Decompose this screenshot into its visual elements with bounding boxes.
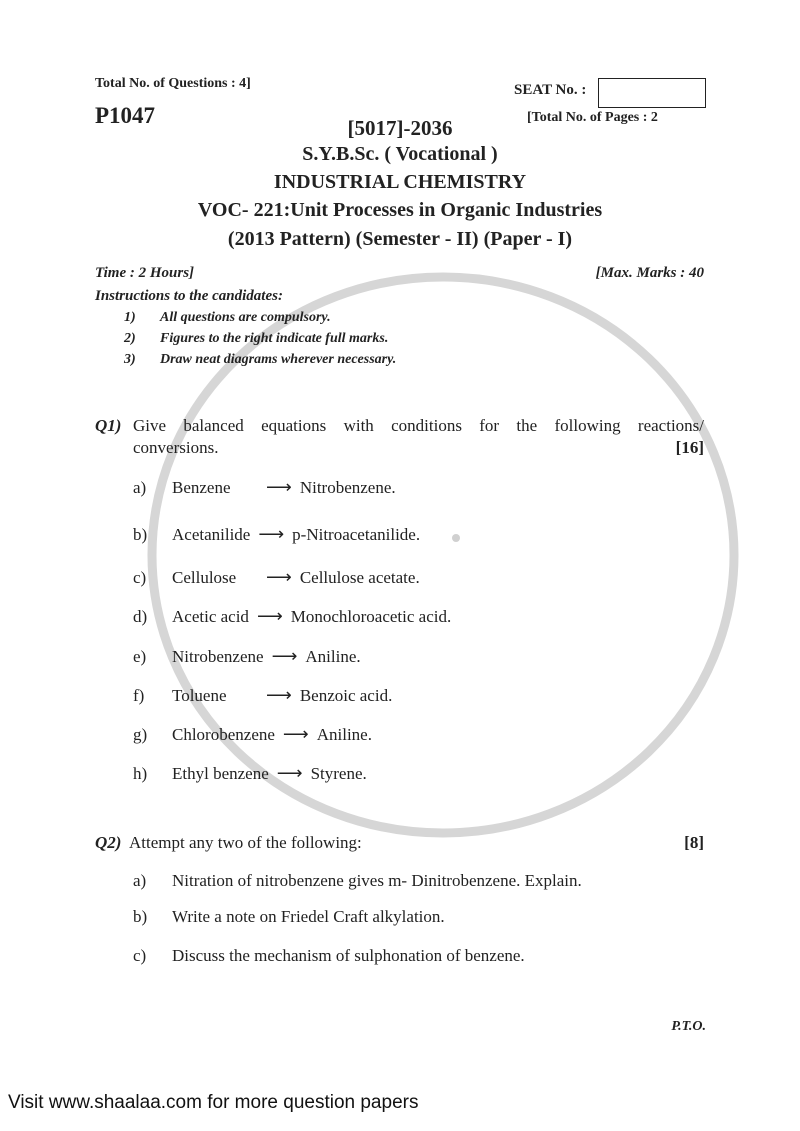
item-label: d) bbox=[133, 607, 148, 626]
footer-link[interactable]: Visit www.shaalaa.com for more question papers bbox=[8, 1092, 419, 1113]
arrow-icon: ⟶ bbox=[266, 685, 292, 705]
total-pages: [Total No. of Pages : 2 bbox=[527, 110, 658, 125]
instruction-num: 1) bbox=[124, 310, 136, 325]
product: p-Nitroacetanilide. bbox=[292, 525, 421, 544]
question-marks: [16] bbox=[675, 438, 704, 457]
arrow-icon: ⟶ bbox=[276, 763, 303, 783]
question-number: Q2) bbox=[95, 833, 122, 852]
item-label: b) bbox=[133, 525, 148, 544]
reactant: Chlorobenzene bbox=[172, 725, 275, 744]
question-text: Give balanced equations with conditions for the following reactions/ bbox=[133, 416, 704, 435]
total-questions: Total No. of Questions : 4] bbox=[95, 76, 251, 91]
reactant: Acetic acid bbox=[172, 607, 249, 626]
product: Nitrobenzene. bbox=[299, 478, 396, 497]
seat-number-box[interactable] bbox=[598, 78, 706, 108]
conversion-item bbox=[133, 567, 420, 588]
instruction-num: 3) bbox=[124, 352, 136, 367]
item-label: b) bbox=[133, 907, 148, 926]
reactant: Nitrobenzene bbox=[172, 647, 264, 666]
reactant: Cellulose bbox=[172, 568, 237, 587]
paper-code: P1047 bbox=[95, 103, 156, 128]
reactant: Toluene bbox=[172, 686, 227, 705]
product: Monochloroacetic acid. bbox=[290, 607, 452, 626]
arrow-icon: ⟶ bbox=[256, 606, 283, 626]
question-text-cont: conversions. bbox=[133, 438, 219, 457]
item-text: Nitration of nitrobenzene gives m- Dinitrobenzene. Explain. bbox=[172, 871, 582, 890]
conversion-item bbox=[133, 477, 396, 498]
item-label: c) bbox=[133, 946, 147, 965]
instruction-text: Figures to the right indicate full marks. bbox=[160, 331, 389, 346]
item-label: e) bbox=[133, 647, 147, 666]
conversion-item bbox=[133, 763, 367, 784]
watermark-dot bbox=[452, 534, 460, 542]
item-text: Discuss the mechanism of sulphonation of benzene. bbox=[172, 946, 525, 965]
question-number: Q1) bbox=[95, 416, 122, 435]
arrow-icon: ⟶ bbox=[266, 477, 292, 497]
max-marks: [Max. Marks : 40 bbox=[595, 265, 704, 281]
product: Aniline. bbox=[316, 725, 372, 744]
subject: INDUSTRIAL CHEMISTRY bbox=[273, 171, 527, 193]
arrow-icon: ⟶ bbox=[258, 524, 285, 544]
conversion-item bbox=[133, 724, 372, 745]
paper-title: VOC- 221:Unit Processes in Organic Industries bbox=[197, 199, 603, 221]
product: Aniline. bbox=[305, 647, 361, 666]
instruction-text: All questions are compulsory. bbox=[160, 310, 331, 325]
course: S.Y.B.Sc. ( Vocational ) bbox=[302, 143, 498, 165]
seat-label: SEAT No. : bbox=[514, 82, 587, 98]
reactant: Benzene bbox=[172, 478, 231, 497]
exam-code: [5017]-2036 bbox=[347, 116, 453, 140]
product: Benzoic acid. bbox=[299, 686, 393, 705]
item-label: a) bbox=[133, 478, 147, 497]
item-label: a) bbox=[133, 871, 147, 890]
item-label: h) bbox=[133, 764, 148, 783]
conversion-item bbox=[133, 646, 361, 667]
time: Time : 2 Hours] bbox=[95, 265, 195, 281]
pto: P.T.O. bbox=[671, 1019, 706, 1034]
item-label: c) bbox=[133, 568, 147, 587]
question-text: Attempt any two of the following: bbox=[129, 833, 362, 852]
instruction-num: 2) bbox=[124, 331, 136, 346]
pattern: (2013 Pattern) (Semester - II) (Paper - I) bbox=[227, 228, 573, 250]
reactant: Acetanilide bbox=[172, 525, 251, 544]
item-label: f) bbox=[133, 686, 145, 705]
product: Cellulose acetate. bbox=[299, 568, 420, 587]
conversion-item bbox=[133, 524, 420, 545]
instructions-heading: Instructions to the candidates: bbox=[95, 288, 283, 304]
arrow-icon: ⟶ bbox=[271, 646, 298, 666]
question-marks: [8] bbox=[684, 833, 704, 852]
conversion-item bbox=[133, 685, 392, 706]
product: Styrene. bbox=[310, 764, 367, 783]
item-label: g) bbox=[133, 725, 148, 744]
arrow-icon: ⟶ bbox=[282, 724, 309, 744]
arrow-icon: ⟶ bbox=[266, 567, 292, 587]
item-text: Write a note on Friedel Craft alkylation. bbox=[172, 907, 445, 926]
reactant: Ethyl benzene bbox=[172, 764, 269, 783]
instruction-text: Draw neat diagrams wherever necessary. bbox=[160, 352, 397, 367]
conversion-item bbox=[133, 606, 451, 627]
